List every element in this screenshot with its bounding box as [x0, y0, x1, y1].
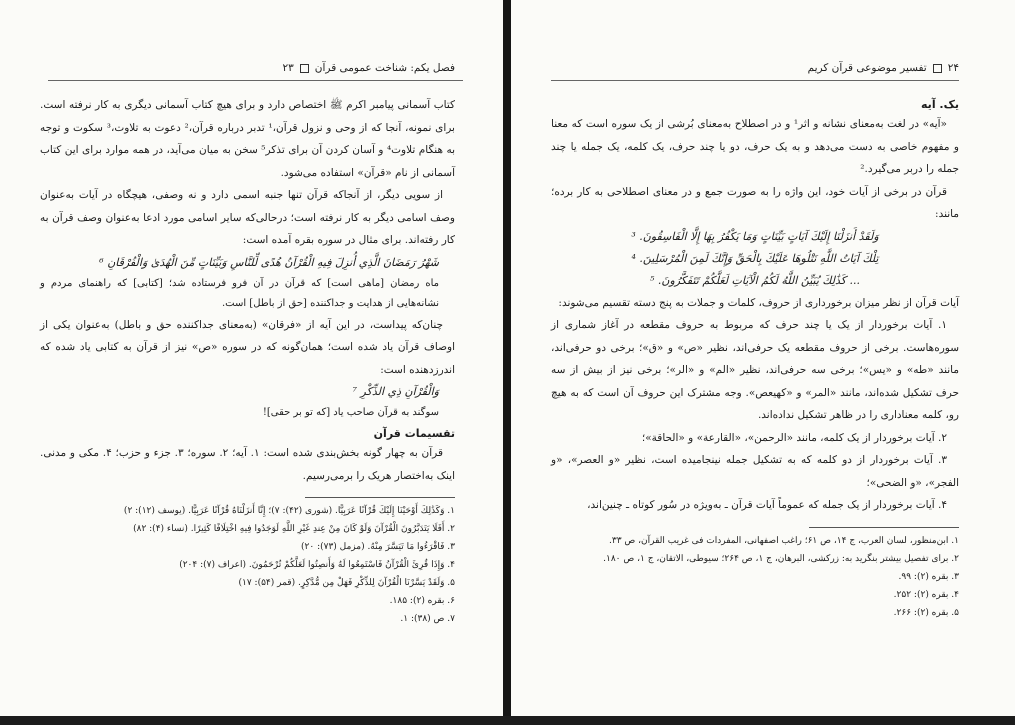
footnote: ۶. بقره (۲): ۱۸۵. — [389, 596, 455, 606]
left-page-number: ۲۳ — [282, 62, 294, 74]
quran-verse-2: تِلْكَ آيَاتُ اللَّهِ نَتْلُوهَا عَلَيْكَ بِالْحَقِّ وَإِنَّكَ لَمِنَ الْمُرْسَلِينَ. ⁴ — [631, 251, 879, 265]
scan-bottom-edge — [0, 716, 1015, 725]
right-paragraph-2: قرآن در برخی از آیات خود، این واژه را به صورت جمع و در معنای اصطلاحی به کار برده؛ مانند: — [551, 185, 959, 220]
left-paragraph-3: چنان‌که پیداست، در این آیه از «فرقان» (به‌معنای جداکننده حق و باطل) به‌عنوان یکی از اوصاف قرآن یاد شده است؛ همان‌گونه که در سوره «ص» نیز از قرآن به کتابی یاد شده که اندرزدهنده است: — [40, 318, 455, 376]
quran-verse-baqarah-185: شَهْرُ رَمَضَانَ الَّذِي أُنزِلَ فِيهِ الْقُرْآنُ هُدًى لِّلنَّاسِ وَبَيِّنَاتٍ مِّنَ الْهُدَىٰ وَالْفُرْقَانِ ⁶ — [99, 255, 439, 269]
list-item: ۴. آیات برخوردار از یک جمله که عموماً آیات قرآن ـ به‌ویژه در سُور کوتاه ـ چنین‌اند، — [587, 499, 947, 511]
footnote: ۳. فَاقْرَءُوا مَا تَيَسَّرَ مِنْهُ. (مزمل (۷۳): ۲۰) — [301, 542, 455, 552]
left-header-rule — [48, 80, 463, 81]
footnote: ۴. بقره (۲): ۲۵۲. — [893, 589, 959, 600]
right-page — [511, 0, 1015, 716]
left-running-head — [48, 62, 455, 74]
footnote: ۳. بقره (۲): ۹۹. — [898, 571, 959, 582]
footnote: ۷. ص (۳۸): ۱. — [400, 614, 455, 624]
left-page-body — [40, 94, 455, 628]
section-heading-ayah: یک. آیه — [921, 98, 959, 111]
right-paragraph-3: آیات قرآن از نظر میزان برخورداری از حروف، کلمات و جملات به پنج دسته تقسیم می‌شوند: — [558, 296, 959, 309]
right-page-number: ۲۴ — [947, 62, 959, 74]
square-ornament-icon — [933, 64, 942, 73]
right-running-title: تفسیر موضوعی قرآن کریم — [807, 62, 927, 74]
book-gutter — [503, 0, 511, 725]
footnote: ۱. وَكَذَٰلِكَ أَوْحَيْنَا إِلَيْكَ قُرْآنًا عَرَبِيًّا. (شوری (۴۲): ۷)؛ إِنَّا أَنزَلْنَاهُ قُرْآنًا عَرَبِيًّا. (یوسف (۱۲): ۲) — [123, 506, 455, 516]
list-item: ۳. آیات برخوردار از دو کلمه که به تشکیل جمله نینجامیده است، نظیر «و العصر»، «و الفجر»، «و الضحی»؛ — [551, 454, 959, 489]
right-paragraph-1: «آیه» در لغت به‌معنای نشانه و اثر¹ و در اصطلاح به‌معنای بُرشی از یک سوره است که معنا و مفهوم خاصی به دست می‌دهد و به یک حرف، دو یا چند حرف، یک کلمه، یک جمله یا چند جمله را دربر می‌گیرد.² — [551, 118, 959, 175]
verse-translation-2: سوگند به قرآن صاحب یاد [که تو بر حقی]! — [262, 407, 439, 418]
right-footnote-rule — [809, 527, 959, 528]
section-heading-quran-divisions: تقسیمات قرآن — [373, 427, 455, 440]
verse-translation-1: ماه رمضان [ماهی است] که قرآن در آن فرو فرستاده شد؛ [کتابی] که راهنمای مردم و نشانه‌هایی از هدایت و جداکننده [حق از باطل] است. — [40, 277, 439, 309]
list-item: ۲. آیات برخوردار از یک کلمه، مانند «الرحمن»، «القارعة» و «الحاقة»؛ — [641, 431, 947, 444]
quran-verse-1: وَلَقَدْ أَنزَلْنَا إِلَيْكَ آيَاتٍ بَيِّنَاتٍ وَمَا يَكْفُرُ بِهَا إِلَّا الْفَاسِقُونَ. ³ — [631, 229, 879, 243]
left-paragraph-2: از سویی دیگر، از آنجاکه قرآن تنها جنبه اسمی دارد و نه وصفی، هیچگاه در آیات به‌عنوان وصف اسامی دیگر به کار نرفته است؛ درحالی‌که سایر اسامی مورد ادعا به‌عنوان وصف قرآن به کار رفته‌اند. برای مثال در سوره بقره آمده است: — [40, 189, 455, 246]
right-header-rule — [551, 80, 959, 81]
left-footnote-rule — [305, 497, 455, 498]
list-item: ۱. آیات برخوردار از یک یا چند حرف که مربوط به حروف مقطعه در آغاز شماری از سوره‌هاست. برخی از حروف مقطعه یک حرفی‌اند، نظیر «ص» و «ق»؛ برخی دو حرفی‌اند، مانند «طه» و «یس»؛ برخی سه حرفی‌اند، نظیر «الم» و «الر»؛ برخی نیز از بیش از سه حرف تشکیل شده‌اند، مانند «المر» و «کهیعص». وجه مشترک این حروف آن است که به هیچ رو، کلمه معناداری را در ظاهر تشکیل نداده‌اند. — [551, 319, 959, 421]
footnote: ۲. برای تفصیل بیشتر بنگرید به: زرکشی، البرهان، ج ۱، ص ۲۶۴؛ سیوطی، الاتقان، ج ۱، ص ۱۸۰. — [603, 553, 959, 564]
right-page-body — [551, 94, 959, 622]
footnote: ۲. أَفَلَا يَتَدَبَّرُونَ الْقُرْآنَ وَلَوْ كَانَ مِنْ عِندِ غَيْرِ اللَّهِ لَوَجَدُوا فِيهِ اخْتِلَافًا كَثِيرًا. (نساء (۴): ۸۲) — [133, 524, 455, 534]
square-ornament-icon — [300, 64, 309, 73]
footnote: ۵. وَلَقَدْ يَسَّرْنَا الْقُرْآنَ لِلذِّكْرِ فَهَلْ مِن مُّدَّكِرٍ. (قمر (۵۴): ۱۷) — [238, 578, 455, 588]
footnote: ۱. ابن‌منظور، لسان العرب، ج ۱۴، ص ۶۱؛ راغب اصفهانی، المفردات فی غریب القرآن، ص ۳۳. — [608, 535, 959, 546]
left-page — [0, 0, 503, 716]
footnote: ۵. بقره (۲): ۲۶۶. — [893, 607, 959, 618]
left-running-title: فصل یکم: شناخت عمومی قرآن — [314, 62, 455, 74]
quran-verse-3: ... كَذَٰلِكَ يُبَيِّنُ اللَّهُ لَكُمُ الْآيَاتِ لَعَلَّكُمْ تَتَفَكَّرُونَ. ⁵ — [649, 273, 861, 287]
right-running-head — [551, 62, 959, 74]
left-paragraph-4: قرآن به چهار گونه بخش‌بندی شده است: ۱. آیه؛ ۲. سوره؛ ۳. جزء و حزب؛ ۴. مکی و مدنی. اینک به‌اختصار هریک را برمی‌رسیم. — [40, 447, 455, 482]
quran-verse-sad-1: وَالْقُرْآنِ ذِي الذِّكْرِ ⁷ — [352, 385, 439, 398]
left-paragraph-1: کتاب آسمانی پیامبر اکرم ﷺ اختصاص دارد و برای هیچ کتاب آسمانی دیگری به کار نرفته است. برای نمونه، آنجا که از وحی و نزول قرآن،¹ تدبر درباره قرآن،² دعوت به تلاوت،³ سکوت و توجه به هنگام تلاوت⁴ و آسان کردن آن برای تذکر⁵ سخن به میان می‌آید، در همه موارد برای این کتاب آسمانی از نام «قرآن» استفاده می‌شود. — [40, 99, 455, 179]
footnote: ۴. وَإِذَا قُرِئَ الْقُرْآنُ فَاسْتَمِعُوا لَهُ وَأَنصِتُوا لَعَلَّكُمْ تُرْحَمُونَ. (اعراف (۷): ۲۰۴) — [179, 560, 455, 570]
